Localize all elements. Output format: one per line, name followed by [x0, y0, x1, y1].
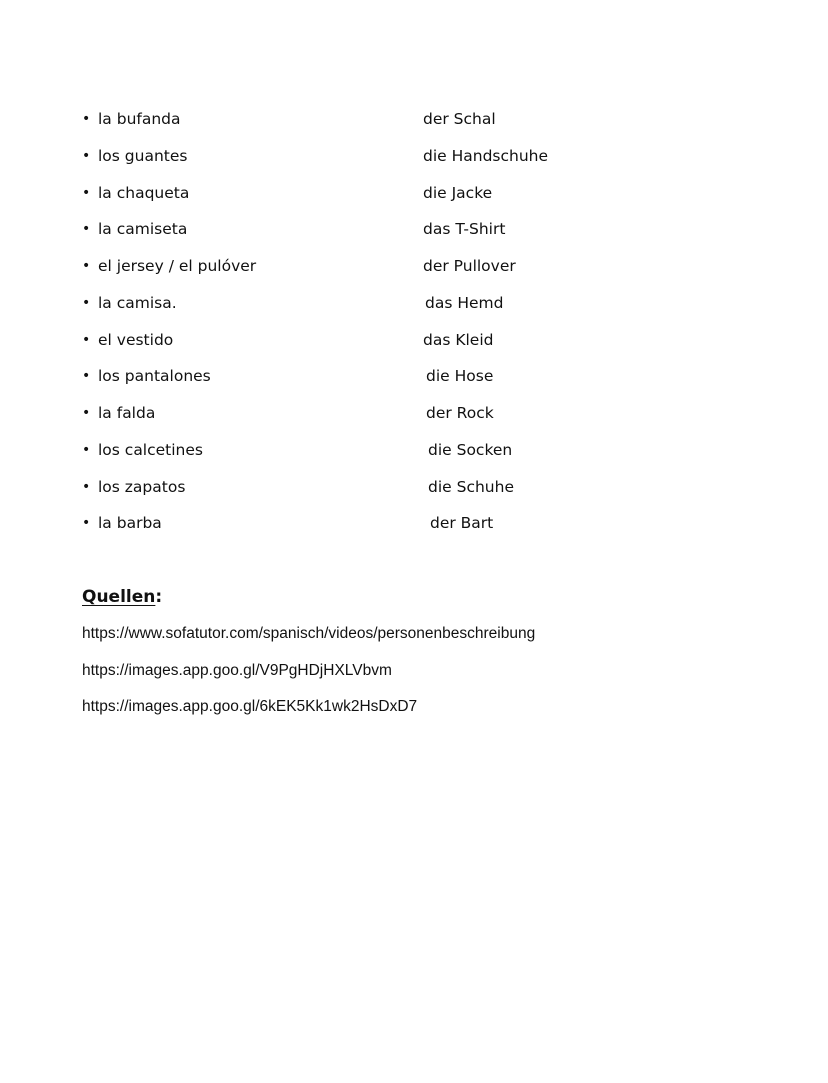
- source-url[interactable]: https://www.sofatutor.com/spanisch/videos/personenbeschreibung: [82, 625, 536, 642]
- vocab-item: [80, 103, 640, 140]
- bullet-icon: •: [82, 368, 91, 385]
- bullet-icon: •: [82, 441, 91, 458]
- vocab-item: [80, 287, 640, 324]
- spanish-term: la chaqueta: [98, 183, 190, 202]
- sources-heading-text: Quellen: [82, 587, 156, 607]
- german-term: die Schuhe: [428, 477, 514, 496]
- vocabulary-list: [80, 103, 640, 544]
- bullet-icon: •: [82, 331, 91, 348]
- spanish-term: la barba: [98, 514, 162, 533]
- source-url[interactable]: https://images.app.goo.gl/6kEK5Kk1wk2HsDxD7: [82, 698, 418, 715]
- sources-heading: [82, 584, 782, 610]
- german-term: das Kleid: [423, 330, 494, 349]
- german-term: der Bart: [430, 514, 494, 533]
- bullet-icon: •: [82, 405, 91, 421]
- vocab-item: [80, 507, 640, 544]
- spanish-term: los guantes: [98, 146, 188, 165]
- bullet-icon: •: [82, 478, 91, 495]
- spanish-term: el vestido: [98, 330, 174, 349]
- bullet-icon: •: [82, 184, 91, 201]
- spanish-term: los zapatos: [98, 477, 186, 496]
- sources-heading-colon: :: [155, 587, 163, 607]
- bullet-icon: •: [82, 147, 91, 164]
- german-term: das T-Shirt: [423, 220, 506, 239]
- german-term: die Jacke: [423, 183, 493, 202]
- spanish-term: la falda: [98, 404, 156, 422]
- source-url[interactable]: https://images.app.goo.gl/V9PgHDjHXLVbvm: [82, 661, 392, 679]
- vocab-item: [80, 434, 640, 471]
- german-term: die Hose: [426, 367, 494, 386]
- bullet-icon: •: [82, 221, 91, 238]
- vocab-item: [80, 177, 640, 214]
- spanish-term: la bufanda: [98, 110, 181, 128]
- german-term: das Hemd: [425, 293, 504, 312]
- bullet-icon: •: [82, 294, 91, 311]
- german-term: die Handschuhe: [423, 146, 549, 165]
- vocab-item: [80, 140, 640, 177]
- spanish-term: el jersey / el pulóver: [98, 257, 257, 275]
- german-term: der Rock: [426, 404, 494, 422]
- vocab-item: [80, 324, 640, 361]
- spanish-term: los pantalones: [98, 367, 211, 386]
- vocab-item: [80, 213, 640, 250]
- german-term: die Socken: [428, 440, 513, 459]
- german-term: der Pullover: [423, 257, 516, 275]
- spanish-term: la camisa.: [98, 293, 177, 312]
- german-term: der Schal: [423, 110, 496, 128]
- vocab-item: [80, 471, 640, 508]
- spanish-term: la camiseta: [98, 220, 188, 239]
- bullet-icon: •: [82, 111, 91, 127]
- vocab-item: [80, 250, 640, 287]
- vocab-item: [80, 397, 640, 434]
- sources-section: [82, 584, 782, 732]
- vocab-item: [80, 360, 640, 397]
- spanish-term: los calcetines: [98, 440, 203, 459]
- bullet-icon: •: [82, 515, 91, 532]
- bullet-icon: •: [82, 258, 91, 274]
